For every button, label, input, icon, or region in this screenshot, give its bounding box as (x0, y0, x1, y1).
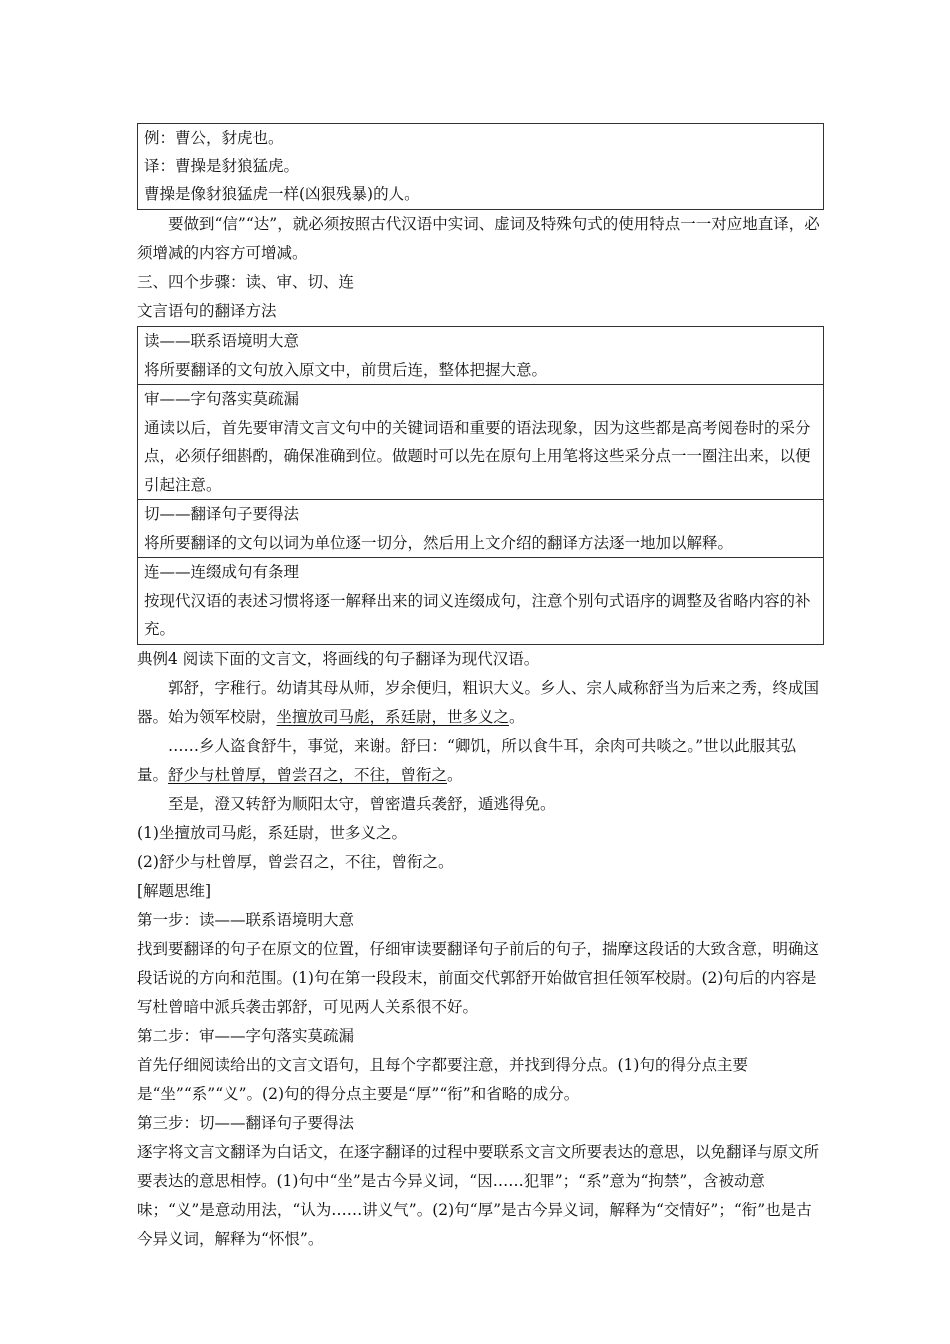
question-2: (2)舒少与杜曾厚，曾尝召之，不往，曾衔之。 (137, 852, 454, 871)
step-body: 将所要翻译的文句以词为单位逐一切分，然后用上文介绍的翻译方法逐一地加以解释。 (144, 533, 734, 552)
step-body: 按现代汉语的表述习惯将逐一解释出来的词义连缀成句，注意个别句式语序的调整及省略内容的补充。 (144, 591, 811, 638)
example-box (137, 123, 824, 210)
heading-method: 文言语句的翻译方法 (137, 302, 277, 320)
example-line: 译：曹操是豺狼猛虎。 (144, 157, 300, 175)
analysis-step3-title: 第三步：切——翻译句子要得法 (137, 1113, 355, 1132)
step-cell-cut (138, 499, 823, 557)
step-cell-examine (138, 384, 823, 499)
analysis-step1-title: 第一步：读——联系语境明大意 (137, 910, 355, 929)
passage-text: 郭舒，字稚行。幼请其母从师，岁余便归，粗识大义。乡人、宗人咸称舒当为后来之秀，终成国器。始为领军校尉， (137, 678, 820, 726)
example-line: 曹操是像豺狼猛虎一样(凶狠残暴)的人。 (144, 185, 420, 203)
example-line: 例：曹公，豺虎也。 (144, 129, 284, 147)
step-title: 读——联系语境明大意 (144, 332, 300, 350)
document-page (137, 123, 824, 1254)
analysis-step2-body: 首先仔细阅读给出的文言文语句，且每个字都要注意，并找到得分点。(1)句的得分点主要是“坐”“系”“义”。(2)句的得分点主要是“厚”“衔”和省略的成分。 (137, 1055, 748, 1103)
underlined-sentence-1: 坐擅放司马彪，系廷尉，世多义之 (276, 707, 510, 726)
example4-intro: 典例4 阅读下面的文言文，将画线的句子翻译为现代汉语。 (137, 649, 540, 668)
step-title: 切——翻译句子要得法 (144, 505, 300, 523)
step-body: 将所要翻译的文句放入原文中，前贯后连，整体把握大意。 (144, 360, 548, 379)
step-title: 审——字句落实莫疏漏 (144, 390, 300, 408)
analysis-step1-body: 找到要翻译的句子在原文的位置，仔细审读要翻译句子前后的句子，揣摩这段话的大致含意，明确这段话说的方向和范围。(1)句在第一段段末，前面交代郭舒开始做官担任领军校尉。(2)句后的内容是写杜曾暗中派兵袭击郭舒，可见两人关系很不好。 (137, 939, 820, 1016)
passage-punct: 。 (447, 765, 463, 784)
analysis-step2-title: 第二步：审——字句落实莫疏漏 (137, 1026, 355, 1045)
analysis-label: [解题思维] (137, 881, 212, 900)
steps-table (137, 326, 824, 645)
passage-text: ……乡人盗食舒牛，事觉，来谢。舒曰：“卿饥，所以食牛耳，余肉可共啖之。”世以此服其弘量。 (137, 736, 797, 784)
passage-paragraph-2 (137, 732, 824, 790)
question-1: (1)坐擅放司马彪，系廷尉，世多义之。 (137, 823, 407, 842)
heading-steps: 三、四个步骤：读、审、切、连 (137, 273, 355, 291)
passage-paragraph-1 (137, 674, 824, 732)
analysis-step3-body: 逐字将文言文翻译为白话文，在逐字翻译的过程中要联系文言文所要表达的意思，以免翻译与原文所要表达的意思相悖。(1)句中“坐”是古今异义词，“因……犯罪”；“系”意为“拘禁”，含被动意味；“义”是意动用法，“认为……讲义气”。(2)句“厚”是古今异义词，解释为“交情好”；“衔”也是古今异义词，解释为“怀恨”。 (137, 1142, 820, 1248)
step-cell-read (138, 327, 823, 384)
step-cell-connect (138, 557, 823, 644)
underlined-sentence-2: 舒少与杜曾厚，曾尝召之，不往，曾衔之 (168, 765, 448, 784)
step-title: 连——连缀成句有条理 (144, 563, 300, 581)
step-body: 通读以后，首先要审清文言文句中的关键词语和重要的语法现象，因为这些都是高考阅卷时的采分点，必须仔细斟酌，确保准确到位。做题时可以先在原句上用笔将这些采分点一一圈注出来，以便引起注意。 (144, 418, 811, 494)
passage-paragraph-3: 至是，澄又转舒为顺阳太守，曾密遣兵袭舒，遁逃得免。 (168, 794, 556, 813)
paragraph-xinda: 要做到“信”“达”，就必须按照古代汉语中实词、虚词及特殊句式的使用特点一一对应地直译，必须增减的内容方可增减。 (137, 215, 820, 262)
passage-punct: 。 (509, 707, 525, 726)
